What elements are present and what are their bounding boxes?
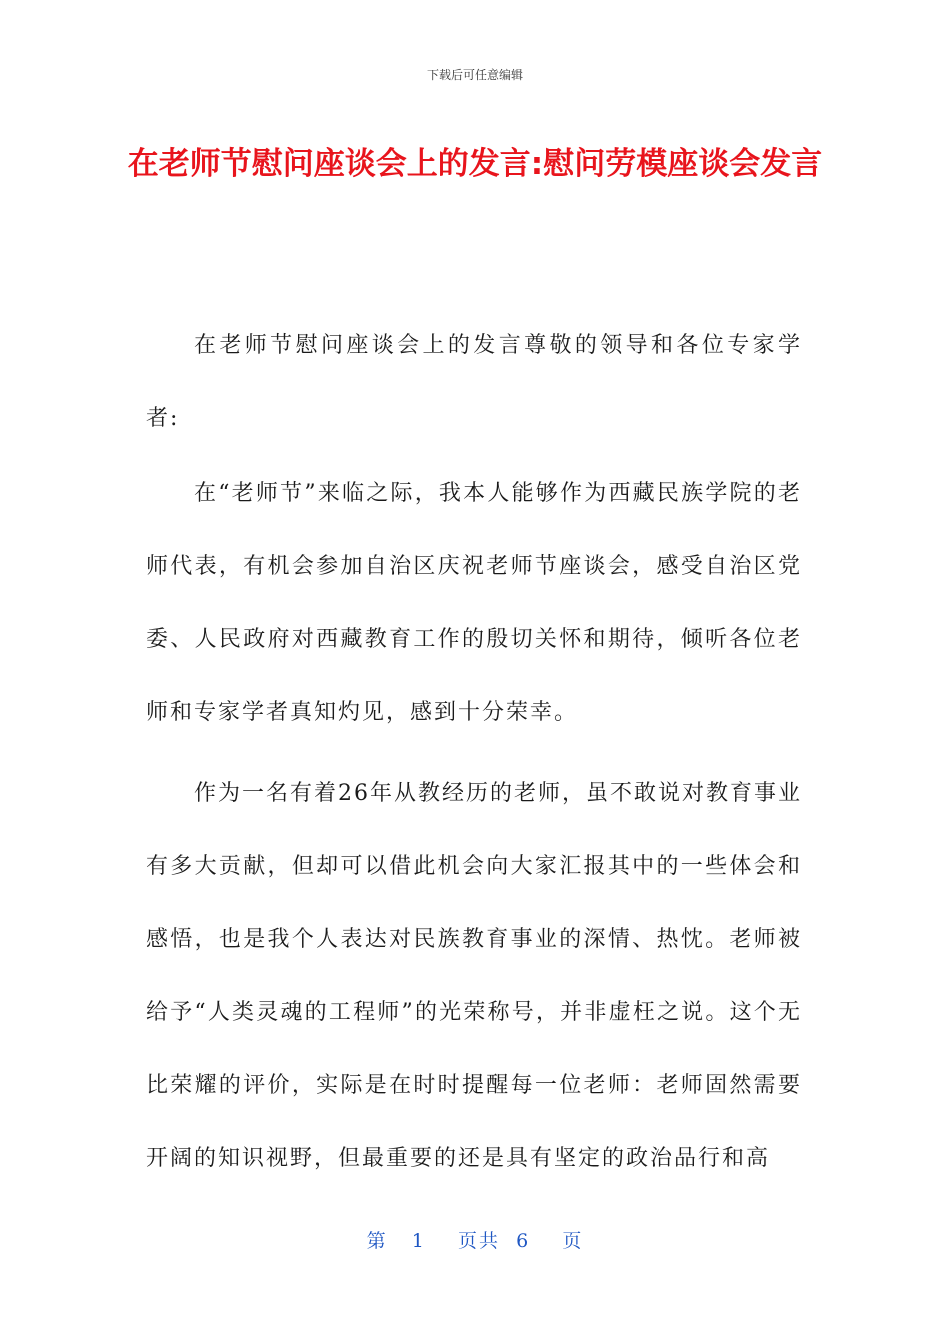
body-paragraph-1	[146, 457, 802, 749]
footer-prefix: 第	[366, 1230, 388, 1252]
header-note: 下载后可任意编辑	[426, 68, 523, 82]
paragraph: 在“老师节”来临之际，我本人能够作为西藏民族学院的老师代表，有机会参加自治区庆祝老师节座谈会，感受自治区党委、人民政府对西藏教育工作的殷切关怀和期待，倾听各位老师和专家学者真知灼见，感到十分荣幸。	[146, 481, 802, 725]
footer-middle: 页共	[458, 1230, 501, 1252]
paragraph: 在老师节慰问座谈会上的发言尊敬的领导和各位专家学者:	[146, 333, 802, 431]
body-paragraph-2	[146, 757, 802, 1195]
footer-page-number: 1	[411, 1230, 426, 1252]
greeting-paragraph	[146, 309, 802, 455]
footer-total-pages: 6	[516, 1230, 531, 1252]
document-title: 在老师节慰问座谈会上的发言:慰问劳模座谈会发言	[127, 146, 823, 182]
footer-suffix: 页	[562, 1230, 584, 1252]
paragraph: 作为一名有着26年从教经历的老师，虽不敢说对教育事业有多大贡献，但却可以借此机会向大家汇报其中的一些体会和感悟，也是我个人表达对民族教育事业的深情、热忱。老师被给予“人类灵魂的工程师”的光荣称号，并非虚枉之说。这个无比荣耀的评价，实际是在时时提醒每一位老师：老师固然需要开阔的知识视野，但最重要的还是具有坚定的政治品行和高	[146, 781, 802, 1171]
page-footer	[0, 1226, 950, 1253]
